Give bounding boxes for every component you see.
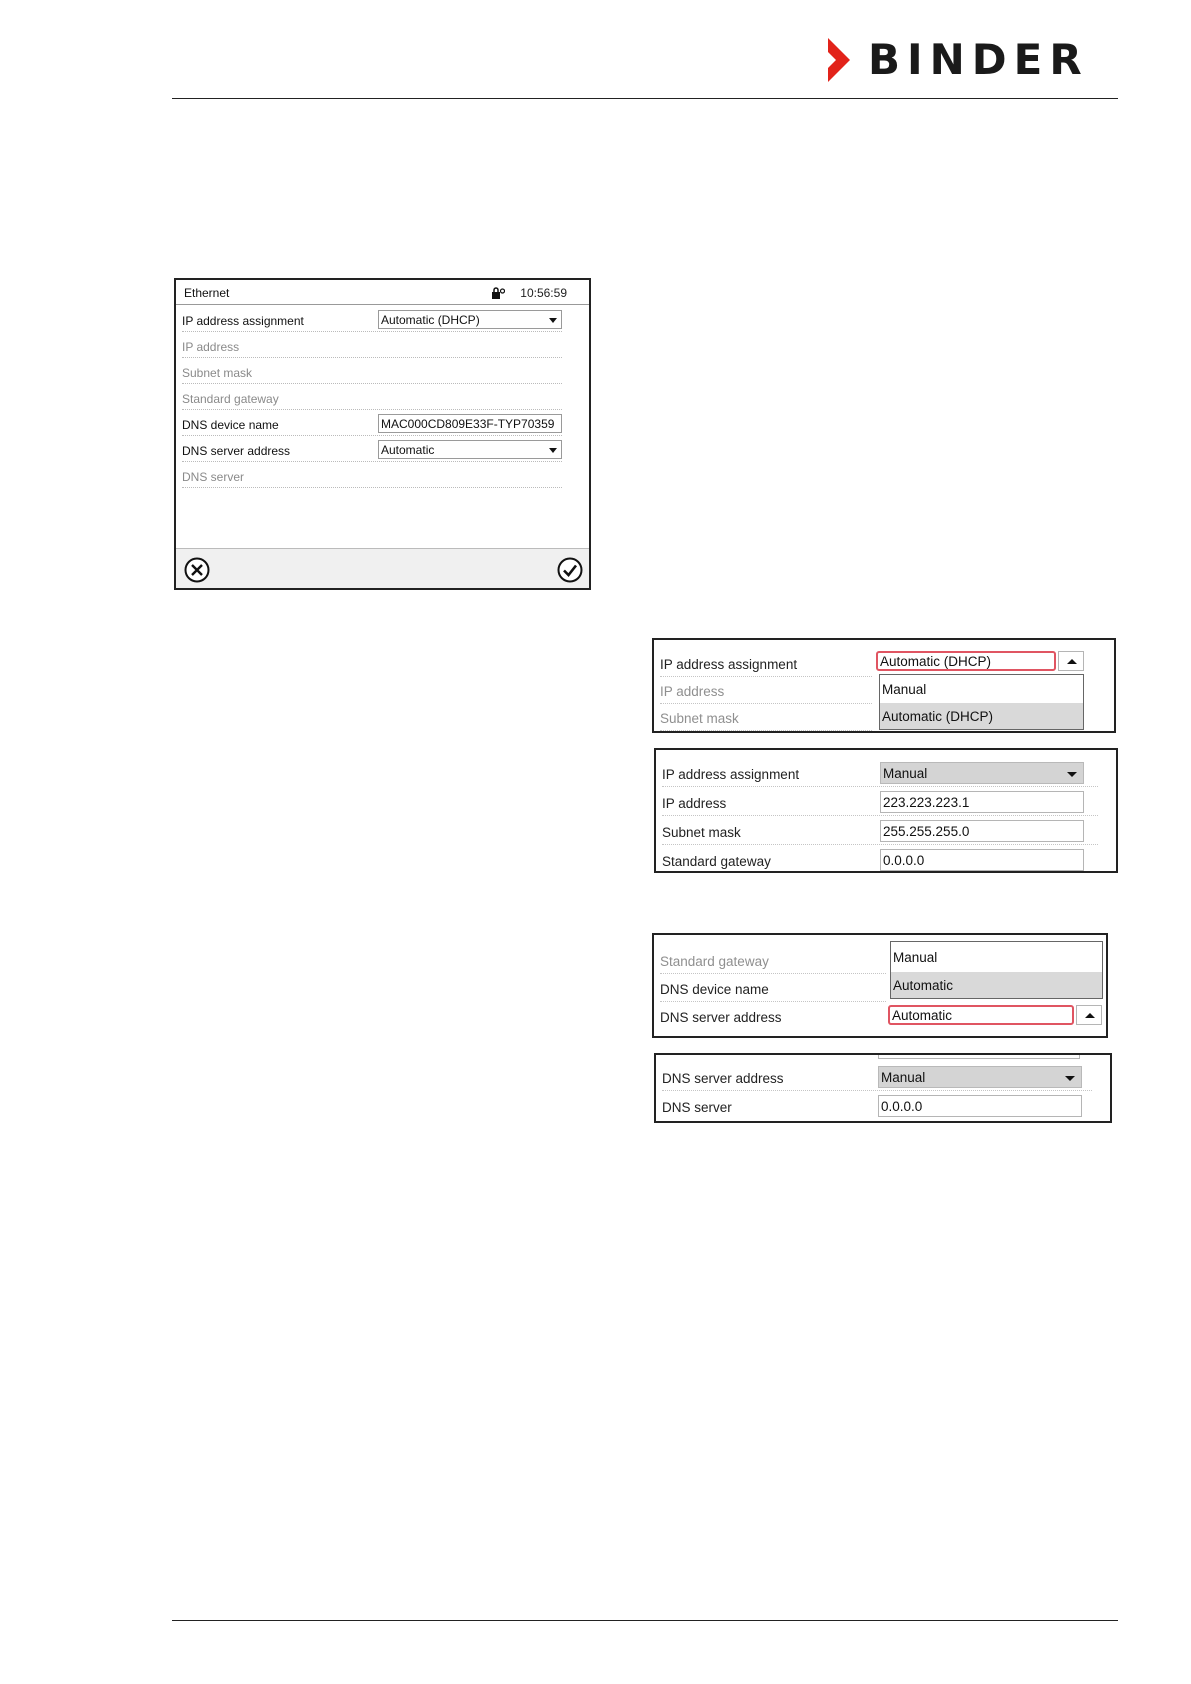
chevron-up-icon (1085, 1013, 1095, 1018)
row-ip-address-assignment (660, 650, 872, 677)
dns-device-name-input[interactable]: MAC000CD809E33F-TYP70359 (378, 414, 562, 433)
chevron-down-icon (1065, 1076, 1075, 1081)
row-label: Standard gateway (662, 854, 771, 869)
field-remnant (878, 1053, 1080, 1059)
subnet-mask-input[interactable]: 255.255.255.0 (880, 820, 1084, 842)
row-label: IP address (182, 340, 240, 354)
row-label: IP address assignment (660, 657, 798, 672)
dns-server-input[interactable]: 0.0.0.0 (878, 1095, 1082, 1117)
dns-server-dropdown-snippet (652, 933, 1108, 1038)
row-label: IP address (662, 796, 727, 811)
row-ip-address-assignment (662, 760, 1098, 787)
clock-time: 10:56:59 (520, 286, 567, 300)
option-manual[interactable]: Manual (882, 682, 927, 697)
row-dns-device-name (182, 410, 562, 436)
row-subnet-mask (662, 818, 1098, 845)
row-label: IP address assignment (662, 767, 800, 782)
row-standard-gateway (660, 947, 886, 974)
dns-server-dropdown-list (890, 941, 1103, 999)
option-automatic[interactable]: Automatic (891, 972, 1102, 998)
row-dns-server-address (660, 1003, 886, 1030)
row-standard-gateway (182, 384, 562, 410)
dns-server-address-select[interactable] (378, 440, 562, 459)
ip-address-input[interactable]: 223.223.223.1 (880, 791, 1084, 813)
row-dns-device-name (660, 975, 886, 1002)
chevron-up-icon (1067, 659, 1077, 664)
select-value: Manual (883, 766, 928, 781)
standard-gateway-input[interactable]: 0.0.0.0 (880, 849, 1084, 871)
ethernet-settings-screen (174, 278, 591, 590)
dns-server-address-select[interactable] (878, 1066, 1082, 1088)
dns-manual-snippet (654, 1053, 1112, 1123)
row-label: DNS device name (182, 418, 279, 432)
row-standard-gateway (662, 847, 1098, 873)
brand-name: BINDER (868, 35, 1089, 84)
row-label: Subnet mask (660, 711, 739, 726)
close-circle-icon[interactable] (184, 557, 210, 583)
checkmark-circle-icon[interactable] (557, 557, 583, 583)
row-label: DNS server (662, 1100, 732, 1115)
ip-assignment-select-current[interactable]: Automatic (DHCP) (876, 651, 1056, 671)
lock-icon (491, 287, 505, 299)
row-label: Subnet mask (662, 825, 741, 840)
row-ip-address-assignment (182, 306, 562, 332)
row-dns-server-address (662, 1064, 1092, 1091)
footer-divider (172, 1620, 1118, 1621)
select-value: Automatic (381, 443, 435, 457)
row-subnet-mask (182, 358, 562, 384)
dns-server-select-current[interactable]: Automatic (888, 1005, 1074, 1025)
screen-header (176, 280, 589, 305)
row-dns-server (182, 462, 562, 488)
option-manual[interactable]: Manual (893, 950, 938, 965)
ip-assignment-select[interactable] (378, 310, 562, 329)
chevron-down-icon (1067, 772, 1077, 777)
select-value: Manual (881, 1070, 926, 1085)
ip-assignment-dropdown-list (879, 674, 1084, 730)
screen-footer (176, 548, 589, 588)
row-label: DNS device name (660, 982, 769, 997)
row-ip-address (660, 677, 872, 704)
row-label: DNS server address (662, 1071, 784, 1086)
row-ip-address (662, 789, 1098, 816)
row-subnet-mask (660, 704, 872, 731)
select-value: Automatic (DHCP) (381, 313, 480, 327)
row-label: DNS server address (660, 1010, 782, 1025)
ip-manual-snippet (654, 748, 1118, 873)
screen-title: Ethernet (184, 286, 230, 300)
row-label: Standard gateway (660, 954, 769, 969)
row-label: Subnet mask (182, 366, 253, 380)
ip-assignment-select[interactable] (880, 762, 1084, 784)
row-ip-address (182, 332, 562, 358)
option-automatic-dhcp[interactable]: Automatic (DHCP) (880, 703, 1083, 729)
row-label: IP address assignment (182, 314, 304, 328)
binder-logo (828, 35, 1118, 84)
row-label: Standard gateway (182, 392, 279, 406)
binder-logo-mark-icon (828, 38, 862, 82)
dropdown-toggle[interactable] (1058, 651, 1084, 671)
row-label: DNS server address (182, 444, 291, 458)
ip-assignment-dropdown-snippet (652, 638, 1116, 733)
row-label: IP address (660, 684, 725, 699)
header-divider (172, 98, 1118, 99)
row-dns-server-address (182, 436, 562, 462)
chevron-down-icon (549, 448, 557, 453)
dropdown-toggle[interactable] (1076, 1005, 1102, 1025)
row-dns-server (662, 1093, 1092, 1120)
chevron-down-icon (549, 318, 557, 323)
row-label: DNS server (182, 470, 245, 484)
